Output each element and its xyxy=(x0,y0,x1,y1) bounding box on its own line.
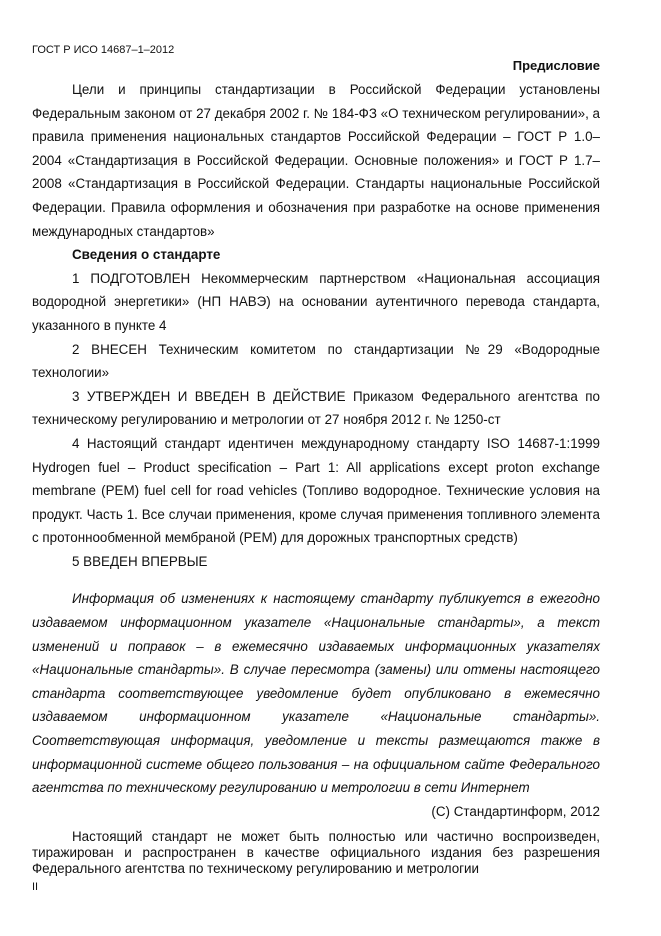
page-title: Предисловие xyxy=(512,58,600,73)
item-first-introduced: 5 ВВЕДЕН ВПЕРВЫЕ xyxy=(72,553,208,569)
foreword-paragraph: Цели и принципы стандартизации в Российской Федерации установлены Федеральным законом от 27 декабря 2002 г. № 184-ФЗ «О техническом регулировании», а правила применения национальных стандартов Российской Федерации – ГОСТ Р 1.0–2004 «Стандартизация в Российской Федерации. Основные положения» и ГОСТ Р 1.7–2008 «Стандартизация в Российской Федерации. Стандарты национальные Российской Федерации. Правила оформления и обозначения при разработке на основе применения международных стандартов» xyxy=(32,82,600,239)
copyright-line: (С) Стандартинформ, 2012 xyxy=(431,803,600,819)
item-prepared: 1 ПОДГОТОВЛЕН Некоммерческим партнерством «Национальная ассоциация водородной энергетики» (НП НАВЭ) на основании аутентичного перевода стандарта, указанного в пункте 4 xyxy=(32,270,600,333)
standard-info-heading: Сведения о стандарте xyxy=(72,247,221,263)
item-introduced: 2 ВНЕСЕН Техническим комитетом по стандартизации №29 «Водородные технологии» xyxy=(32,341,600,381)
item-identical: 4 Настоящий стандарт идентичен международному стандарту ISO 14687-1:1999 Hydrogen fuel – Product specification – Part 1: All applications except proton exchange membrane (PEM) fuel cell for road vehicles (Топливо водородное. Технические условия на продукт. Часть 1. Все случаи применения, кроме случая применения топливного элемента с протоннообменной мембраной (PEM) для дорожных транспортных средств) xyxy=(32,435,600,546)
item-approved: 3 УТВЕРЖДЕН И ВВЕДЕН В ДЕЙСТВИЕ Приказом Федерального агентства по техническому регулированию и метрологии от 27 ноября 2012 г. № 1250-ст xyxy=(32,388,600,428)
reproduction-notice: Настоящий стандарт не может быть полностью или частично воспроизведен, тиражирован и распространен в качестве официального издания без разрешения Федерального агентства по техническому регулированию и метрологии xyxy=(32,829,600,877)
document-body xyxy=(32,78,600,877)
change-information-paragraph: Информация об изменениях к настоящему стандарту публикуется в ежегодно издаваемом информационном указателе «Национальные стандарты», а текст изменений и поправок – в ежемесячно издаваемых информационных указателях «Национальные стандарты». В случае пересмотра (замены) или отмены настоящего стандарта соответствующее уведомление будет опубликовано в ежемесячно издаваемом информационном указателе «Национальные стандарты». Соответствующая информация, уведомление и тексты размещаются также в информационной системе общего пользования – на официальном сайте Федерального агентства по техническому регулированию и метрологии в сети Интернет xyxy=(32,591,600,796)
spacer xyxy=(32,573,600,587)
standard-code-header: ГОСТ Р ИСО 14687–1–2012 xyxy=(32,44,175,56)
page-number: II xyxy=(32,881,39,893)
